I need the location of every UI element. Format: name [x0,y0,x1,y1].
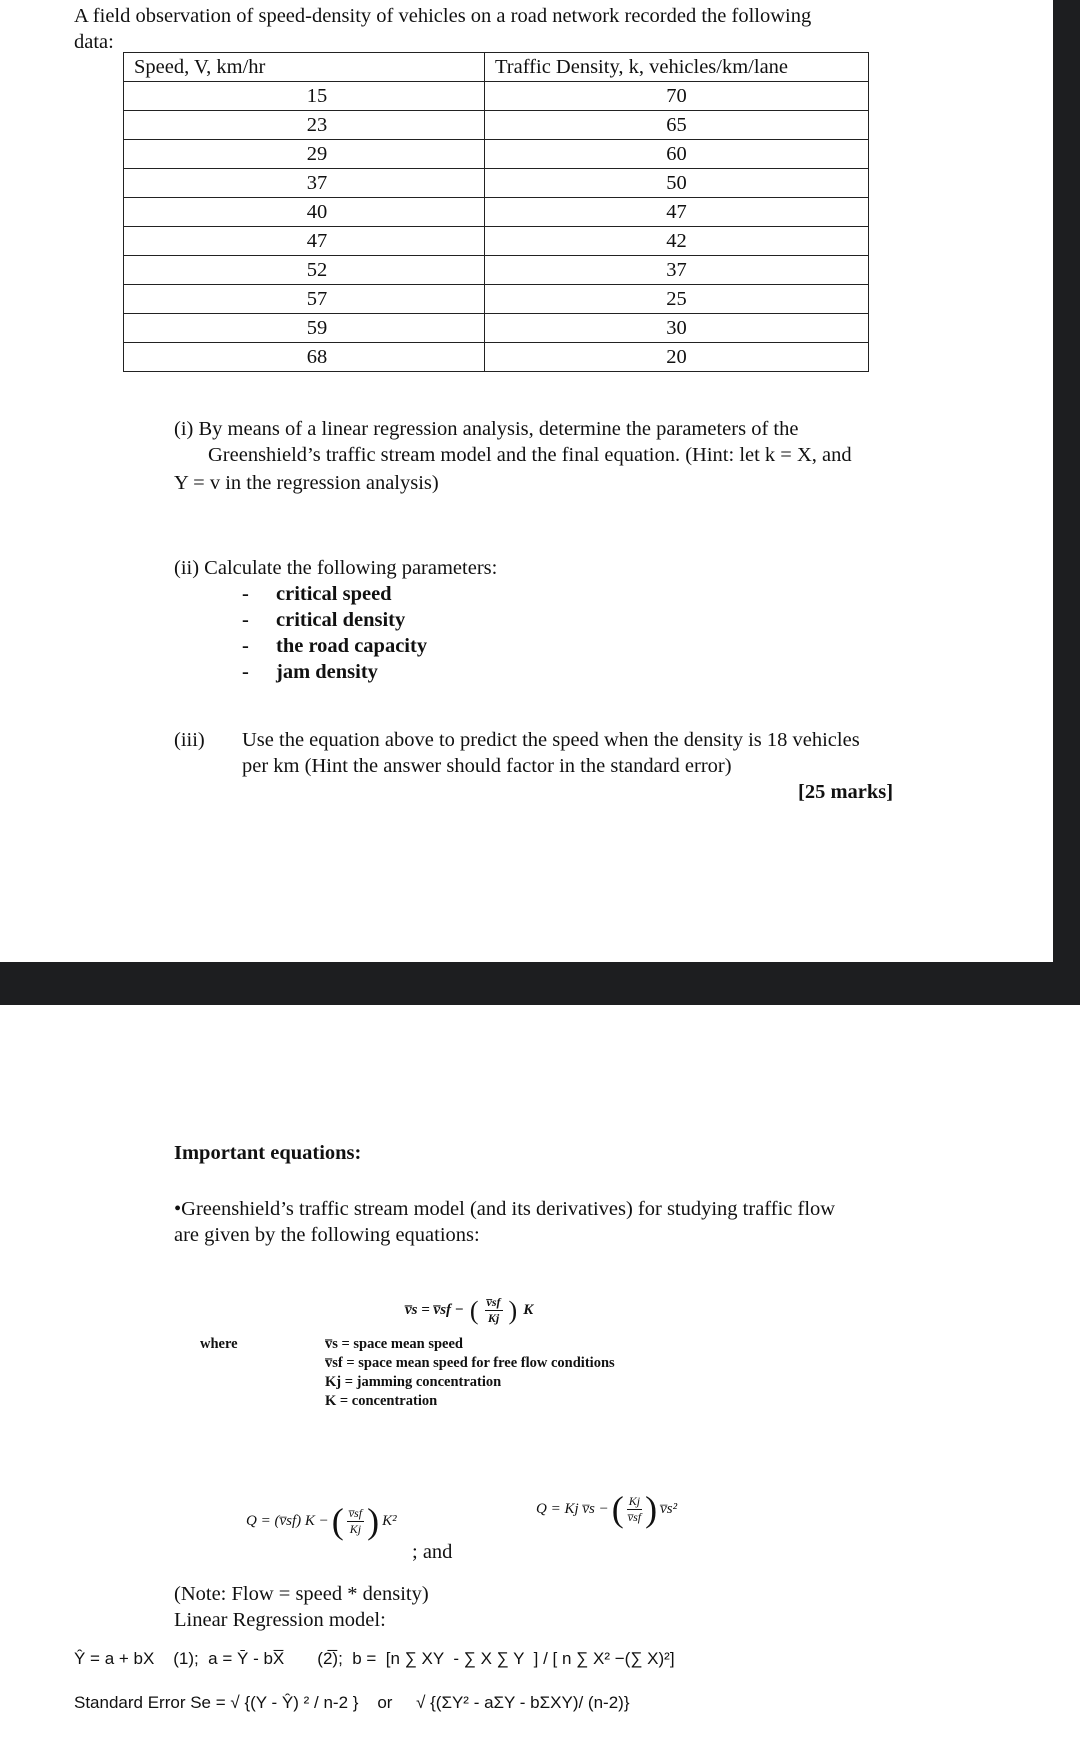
definition-list [325,1335,615,1411]
flow-eq1-lhs: Q = (v̅sf) K − [246,1512,329,1529]
important-line-2: are given by the following equations: [174,1224,480,1246]
header-speed: Speed, V, km/hr [124,53,485,82]
where-definitions [200,1335,615,1411]
flow-equation-2 [536,1488,677,1530]
question-1-line-2: Greenshield’s traffic stream model and the final equation. (Hint: let k = X, and [208,444,852,466]
question-1-line-1: (i) By means of a linear regression analysis, determine the parameters of the [174,418,799,440]
list-item [242,659,427,685]
equation-fraction [485,1295,503,1326]
table-row [124,314,869,343]
table-row [124,198,869,227]
table-row [124,256,869,285]
speed-cell: 68 [124,343,485,372]
speed-cell: 52 [124,256,485,285]
bullet-dash: - [242,661,249,683]
equation-rhs: K [523,1302,534,1318]
definition-item: v̅sf = space mean speed for free flow conditions [325,1355,615,1371]
flow-eq2-rhs: v̅s² [660,1500,678,1517]
density-cell: 30 [485,314,869,343]
where-label: where [200,1336,238,1352]
speed-cell: 23 [124,111,485,140]
question-3-line-1: Use the equation above to predict the speed when the density is 18 vehicles [242,729,860,751]
list-item [242,607,427,633]
density-cell: 50 [485,169,869,198]
marks-label: [25 marks] [798,781,894,803]
definition-item: Kj = jamming concentration [325,1374,502,1390]
and-text: ; and [412,1541,453,1563]
density-cell: 47 [485,198,869,227]
flow-eq2-fraction [627,1494,642,1525]
fraction-denominator: Kj [487,1311,500,1325]
open-paren: ( [469,1295,479,1325]
list-item [242,581,427,607]
speed-cell: 40 [124,198,485,227]
important-heading: Important equations: [174,1142,362,1164]
open-paren: ( [611,1489,624,1529]
regression-equation: Ŷ = a + bX (1); a = Ȳ - bX̅ (2̅); b = [n ∑ XY - ∑ X ∑ Y ] / [ n ∑ X² −(∑ X)²] [74,1649,675,1668]
definition-item: K = concentration [325,1393,438,1409]
speed-cell: 47 [124,227,485,256]
table-header-row [124,53,869,82]
table-row [124,285,869,314]
table-row [124,82,869,111]
bullet-dash: - [242,583,249,605]
regression-heading: Linear Regression model: [174,1609,386,1631]
density-cell: 42 [485,227,869,256]
question-3-number: (iii) [174,729,205,751]
important-line-1: •Greenshield’s traffic stream model (and its derivatives) for studying traffic flow [174,1198,836,1220]
flow-eq1-fraction [347,1506,364,1537]
flow-eq1-rhs: K² [382,1512,397,1529]
question-1-line-3: Y = v in the regression analysis) [174,472,439,494]
intro-line-2: data: [74,31,114,53]
question-3-line-2: per km (Hint the answer should factor in the standard error) [242,755,732,777]
fraction-numerator: v̅sf [486,1295,501,1309]
standard-error-equation: Standard Error Se = √ {(Y - Ŷ) ² / n-2 } or √ {(ΣY² - aΣY - bΣXY)/ (n-2)} [74,1693,630,1712]
fraction-numerator: Kj [628,1493,641,1508]
equation-lhs: v̅s = v̅sf − [405,1302,464,1318]
item-critical-speed: critical speed [276,583,392,605]
speed-cell: 59 [124,314,485,343]
page-separator [0,962,1080,1005]
table-row [124,169,869,198]
bullet-dash: - [242,609,249,631]
item-road-capacity: the road capacity [276,635,428,657]
table-row [124,140,869,169]
open-paren: ( [331,1501,344,1541]
fraction-numerator: v̅sf [348,1505,363,1520]
speed-cell: 29 [124,140,485,169]
density-cell: 37 [485,256,869,285]
density-cell: 65 [485,111,869,140]
density-cell: 25 [485,285,869,314]
flow-eq2-lhs: Q = Kj v̅s − [536,1500,609,1517]
table-row [124,343,869,372]
definition-item: v̅s = space mean speed [325,1336,463,1352]
close-paren: ) [367,1501,380,1541]
speed-cell: 37 [124,169,485,198]
fraction-denominator: Kj [349,1521,362,1536]
table-row [124,111,869,140]
close-paren: ) [508,1295,518,1325]
flow-note: (Note: Flow = speed * density) [174,1583,429,1605]
bullet-dash: - [242,635,249,657]
item-critical-density: critical density [276,609,406,631]
parameter-list [242,581,427,685]
density-cell: 20 [485,343,869,372]
fraction-denominator: v̅sf [627,1509,642,1524]
question-2-line-1: (ii) Calculate the following parameters: [174,557,498,579]
density-cell: 60 [485,140,869,169]
flow-equation-1 [246,1500,397,1542]
item-jam-density: jam density [276,661,378,683]
table-row [124,227,869,256]
density-cell: 70 [485,82,869,111]
speed-cell: 15 [124,82,485,111]
close-paren: ) [645,1489,658,1529]
right-scroll-bar [1053,0,1080,962]
greenshield-equation [405,1295,533,1326]
speed-density-table [123,52,869,372]
list-item [242,633,427,659]
intro-line-1: A field observation of speed-density of vehicles on a road network recorded the following [74,5,812,27]
speed-cell: 57 [124,285,485,314]
header-density: Traffic Density, k, vehicles/km/lane [485,53,869,82]
